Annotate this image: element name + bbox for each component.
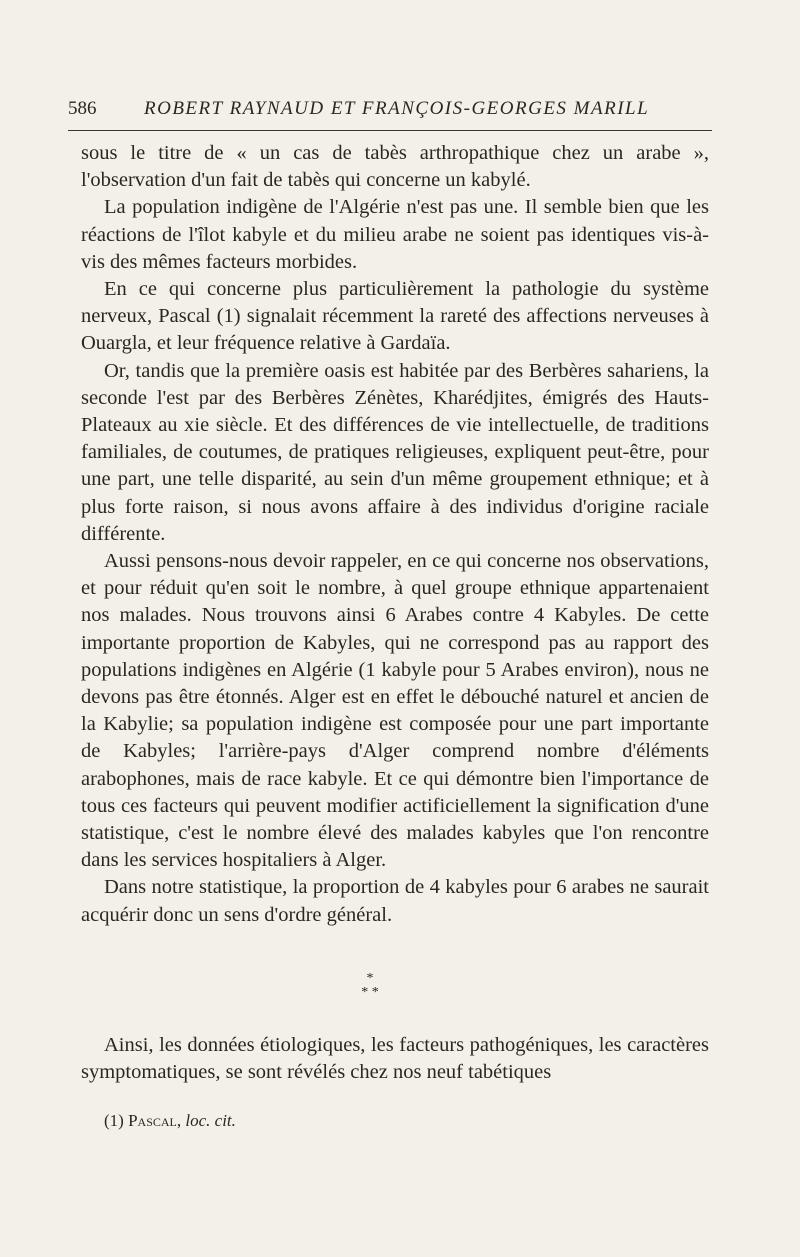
paragraph: Aussi pensons-nous devoir rappeler, en ce qui concerne nos observations, et pour réduit qu'en soit le nombre, à quel groupe ethnique appartenaient nos malades. Nous trouvons ainsi 6 Arabes contre 4 Kabyles. De cette importante proportion de Kabyles, qui ne correspond pas au rapport des populations indigènes en Algérie (1 kabyle pour 5 Arabes environ), nous ne devons pas être étonnés. Alger est en effet le débouché naturel et ancien de la Kabylie; sa population indigène est composée pour une part importante de Kabyles; l'arrière-pays d'Alger comprend nombre d'éléments arabophones, mais de race kabyle. Et ce qui démontre bien l'importance de tous ces facteurs qui peuvent modifier actificiellement la signification d'une statistique, c'est le nombre élevé des malades kabyles que l'on rencontre dans les services hospitaliers à Alger. — [81, 550, 709, 872]
paragraph: Or, tandis que la première oasis est habitée par des Berbères sahariens, la seconde l'est par des Berbères Zénètes, Kharédjites, émigrés des Hauts-Plateaux au xie siècle. Et des différences de vie intellectuelle, de traditions familiales, de coutumes, de pratiques religieuses, expliquent peut-être, pour une part, une telle disparité, au sein d'un même groupement ethnique; et à plus forte raison, si nous avons affaire à des individus d'origine raciale différente. — [81, 359, 709, 545]
footnote — [104, 1111, 236, 1131]
footnote-reference: loc. cit. — [185, 1111, 236, 1130]
page-number: 586 — [68, 98, 97, 119]
closing-text — [81, 1032, 709, 1086]
body-text — [81, 140, 709, 929]
paragraph: La population indigène de l'Algérie n'est pas une. Il semble bien que les réactions de l'îlot kabyle et du milieu arabe ne soient pas identiques vis-à-vis des mêmes facteurs morbides. — [81, 196, 709, 273]
header-rule — [68, 130, 712, 131]
asterism-bottom: * * — [361, 985, 379, 1000]
paragraph: Ainsi, les données étiologiques, les facteurs pathogéniques, les caractères symptomatiques, se sont révélés chez nos neuf tabétiques — [81, 1034, 709, 1084]
paragraph: En ce qui concerne plus particulièrement la pathologie du système nerveux, Pascal (1) signalait récemment la rareté des affections nerveuses à Ouargla, et leur fréquence relative à Gardaïa. — [81, 278, 709, 355]
section-asterism — [350, 972, 390, 1012]
paragraph: Dans notre statistique, la proportion de 4 kabyles pour 6 arabes ne saurait acquérir donc un sens d'ordre général. — [81, 876, 709, 926]
footnote-author: Pascal, — [128, 1111, 182, 1130]
running-head — [68, 98, 712, 124]
paragraph: sous le titre de « un cas de tabès arthropathique chez un arabe », l'observation d'un fait de tabès qui concerne un kabylé. — [81, 142, 709, 192]
footnote-marker: (1) — [104, 1111, 124, 1130]
running-title: ROBERT RAYNAUD ET FRANÇOIS-GEORGES MARILL — [144, 98, 650, 119]
asterism-top: * — [366, 971, 374, 986]
